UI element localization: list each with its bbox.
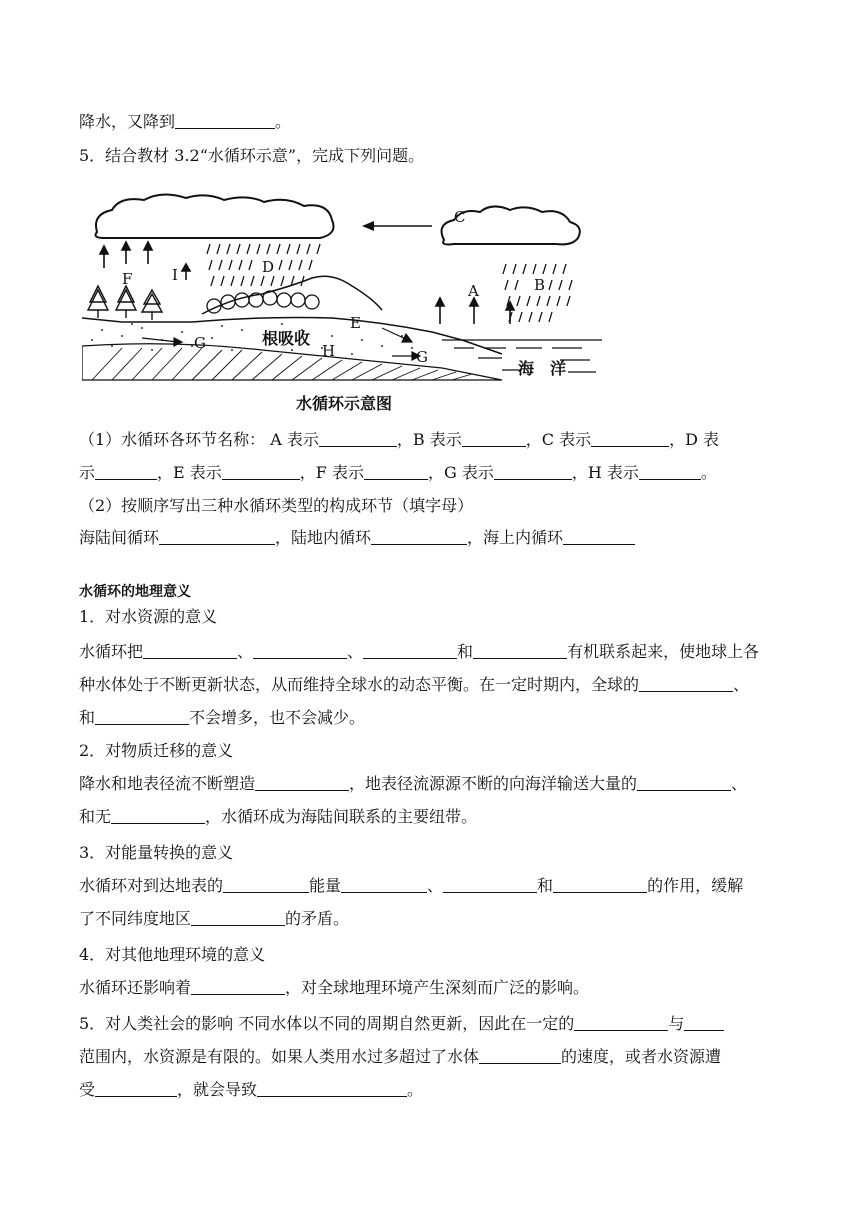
label-e: E	[350, 314, 361, 332]
s5-line-1	[79, 1012, 724, 1036]
q1-line-2	[79, 461, 717, 485]
s1-line-3	[79, 706, 365, 730]
answer-blank[interactable]	[95, 1080, 177, 1097]
answer-blank[interactable]	[563, 528, 635, 545]
answer-blank-a[interactable]	[319, 430, 397, 447]
text-fragment: 了不同纬度地区	[79, 909, 192, 928]
s1-line-2	[79, 673, 749, 697]
text-fragment: 、	[731, 774, 748, 793]
answer-blank[interactable]	[637, 774, 731, 791]
q2-title: （2）按顺序写出三种水循环类型的构成环节（填字母）	[79, 496, 474, 515]
s2-title: 2．对物质迁移的意义	[79, 741, 234, 760]
s5-line-3	[79, 1078, 423, 1102]
s1-line-1	[79, 640, 759, 664]
text-fragment: 的速度，或者水资源遭	[561, 1047, 722, 1066]
text-fragment: ，H 表示	[571, 463, 639, 482]
answer-blank[interactable]	[159, 528, 275, 545]
answer-blank[interactable]	[95, 708, 189, 725]
answer-blank-c[interactable]	[591, 430, 669, 447]
text-fragment: 受	[79, 1080, 96, 1099]
text-fragment: 海陆间循环	[79, 528, 160, 547]
text-fragment: 的作用，缓解	[647, 876, 744, 895]
water-cycle-diagram	[82, 190, 602, 392]
label-d: D	[262, 258, 275, 276]
text-fragment: 、	[427, 876, 444, 895]
label-a: A	[468, 282, 479, 300]
answer-blank[interactable]	[175, 112, 275, 129]
text-fragment: 种水体处于不断更新状态，从而维持全球水的动态平衡。在一定时期内，全球的	[79, 675, 640, 694]
s1-title: 1．对水资源的意义	[79, 607, 218, 626]
label-b: B	[534, 276, 546, 294]
s4-title: 4．对其他地理环境的意义	[79, 945, 266, 964]
text-fragment: ，F 表示	[299, 463, 364, 482]
text-fragment: 有机联系起来，使地球上各	[567, 642, 760, 661]
text-fragment: 、	[347, 642, 364, 661]
text-fragment: 水循环把	[79, 642, 144, 661]
text-line	[79, 110, 291, 134]
text-fragment: 、	[237, 642, 254, 661]
s3-line-2	[79, 907, 349, 931]
answer-blank[interactable]	[363, 642, 457, 659]
section-title: 水循环的地理意义	[79, 584, 191, 600]
answer-blank[interactable]	[143, 642, 237, 659]
text-fragment: ，水循环成为海陆间联系的主要纽带。	[205, 807, 478, 826]
text-fragment: ，地表径流源源不断的向海洋输送大量的	[349, 774, 638, 793]
q2-answers	[79, 526, 635, 550]
text-fragment: 和	[457, 642, 474, 661]
text-fragment: 能量	[309, 876, 342, 895]
text-fragment: ，陆地内循环	[275, 528, 372, 547]
text-fragment: 降水和地表径流不断塑造	[79, 774, 256, 793]
diagram-caption: 水循环示意图	[296, 394, 393, 413]
s2-line-2	[79, 805, 477, 829]
text-fragment: 和	[537, 876, 554, 895]
s4-line-1	[79, 976, 589, 1000]
answer-blank-d[interactable]	[95, 463, 157, 480]
answer-blank[interactable]	[257, 1080, 407, 1097]
text-fragment: 与	[668, 1014, 685, 1033]
text-fragment: 。	[700, 463, 717, 482]
answer-blank[interactable]	[255, 774, 349, 791]
answer-blank[interactable]	[191, 909, 285, 926]
text-fragment: 水循环对到达地表的	[79, 876, 224, 895]
answer-blank-b[interactable]	[462, 430, 526, 447]
label-i: I	[172, 266, 178, 284]
text-fragment: ，C 表示	[525, 430, 592, 449]
text-fragment: 5．对人类社会的影响 不同水体以不同的周期自然更新，因此在一定的	[79, 1014, 575, 1033]
answer-blank[interactable]	[639, 675, 733, 692]
root-absorb-label: 根吸收	[262, 329, 311, 348]
text-fragment: ，就会导致	[177, 1080, 258, 1099]
answer-blank[interactable]	[479, 1047, 561, 1064]
label-f: F	[122, 270, 133, 288]
text-fragment: 范围内，水资源是有限的。如果人类用水过多超过了水体	[79, 1047, 480, 1066]
text-fragment: 和无	[79, 807, 112, 826]
answer-blank[interactable]	[223, 876, 309, 893]
text-fragment: 和	[79, 708, 96, 727]
s3-line-1	[79, 874, 743, 898]
text-fragment: 。	[407, 1080, 424, 1099]
q1-line-1	[79, 428, 719, 452]
s3-title: 3．对能量转换的意义	[79, 843, 234, 862]
text-fragment: ，D 表	[669, 430, 720, 449]
text-fragment: 不会增多，也不会减少。	[189, 708, 366, 727]
answer-blank[interactable]	[371, 528, 467, 545]
text-fragment: ，B 表示	[396, 430, 462, 449]
answer-blank-e[interactable]	[222, 463, 300, 480]
label-h: H	[322, 342, 336, 360]
left-cloud	[96, 194, 334, 238]
text-fragment: 。	[275, 112, 292, 131]
answer-blank[interactable]	[574, 1014, 668, 1031]
text-fragment: ，对全球地理环境产生深刻而广泛的影响。	[285, 978, 590, 997]
trees	[88, 286, 162, 320]
answer-blank-g[interactable]	[494, 463, 572, 480]
answer-blank-f[interactable]	[364, 463, 428, 480]
sea-label: 海 洋	[518, 359, 567, 378]
question-5-title: 5．结合教材 3.2“水循环示意”，完成下列问题。	[79, 146, 425, 165]
text-fragment: 的矛盾。	[285, 909, 350, 928]
answer-blank[interactable]	[684, 1014, 724, 1031]
answer-blank-h[interactable]	[639, 463, 701, 480]
label-g-right: G	[416, 348, 428, 366]
answer-blank[interactable]	[443, 876, 537, 893]
answer-blank[interactable]	[473, 642, 567, 659]
label-c: C	[454, 208, 466, 226]
answer-blank[interactable]	[191, 978, 285, 995]
text-fragment: ，G 表示	[428, 463, 494, 482]
answer-blank[interactable]	[111, 807, 205, 824]
label-g-left: G	[194, 334, 206, 352]
text-fragment: 水循环还影响着	[79, 978, 192, 997]
text-fragment: ，海上内循环	[467, 528, 564, 547]
s5-line-2	[79, 1045, 721, 1069]
text-fragment: ，E 表示	[157, 463, 222, 482]
text-fragment: （1）水循环各环节名称： A 表示	[79, 430, 319, 449]
text-fragment: 示	[79, 463, 96, 482]
answer-blank[interactable]	[253, 642, 347, 659]
text-fragment: 降水，又降到	[79, 112, 176, 131]
answer-blank[interactable]	[553, 876, 647, 893]
answer-blank[interactable]	[341, 876, 427, 893]
s2-line-1	[79, 772, 747, 796]
text-fragment: 、	[733, 675, 750, 694]
